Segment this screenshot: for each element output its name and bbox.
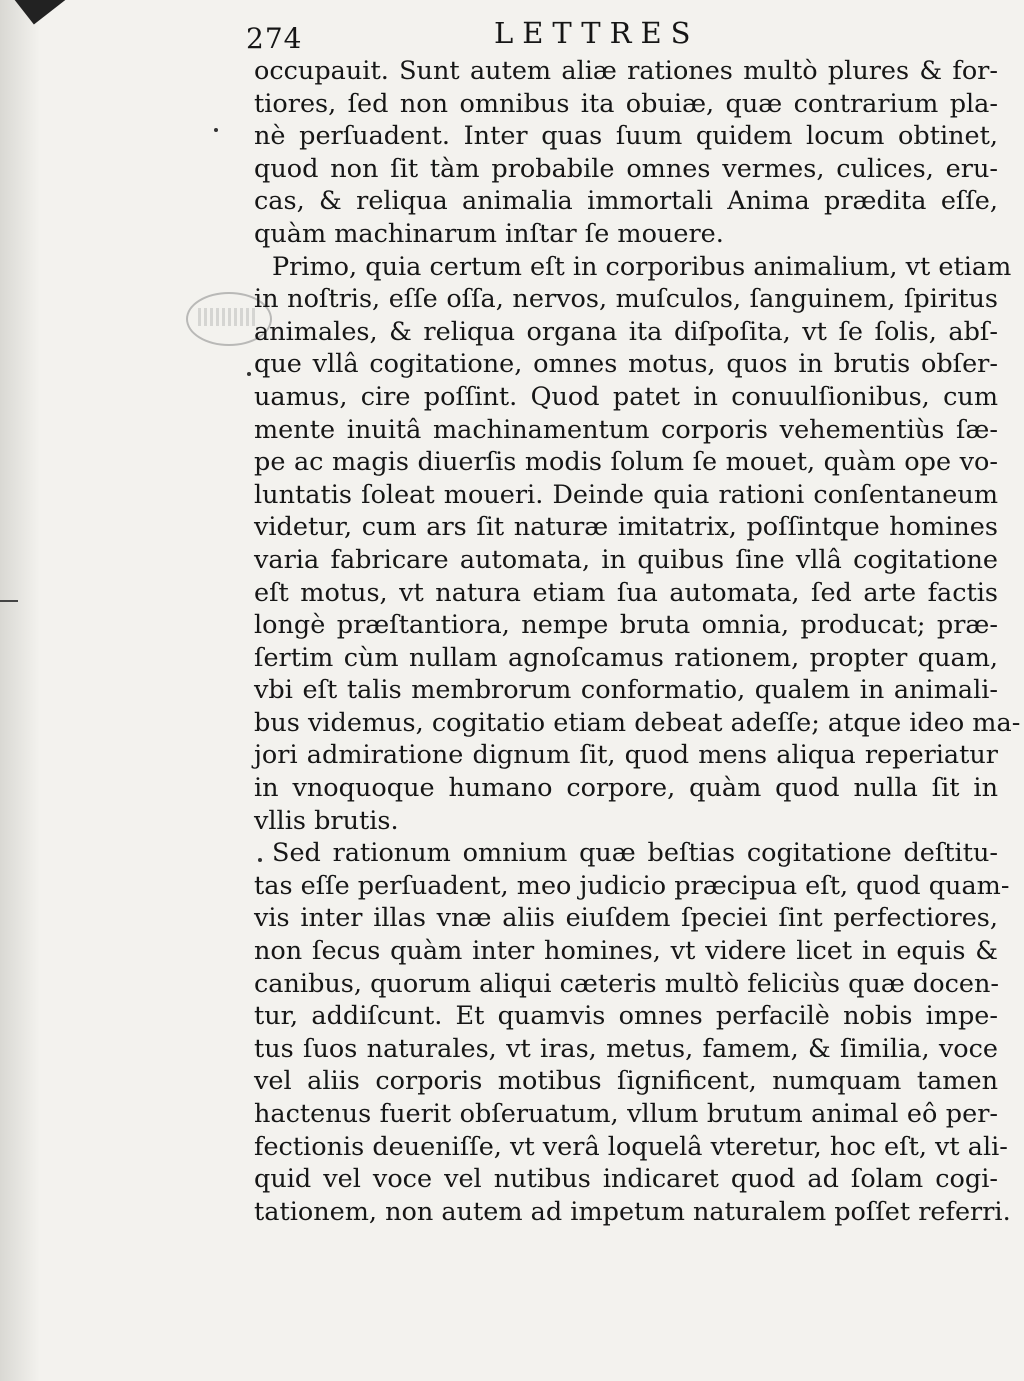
text-line: tur, addiſcunt. Et quamvis omnes perfacilè nobis impe- [254, 1001, 998, 1032]
text-line: animales, & reliqua organa ita diſpoſita, vt ſe ſolis, abſ- [254, 316, 998, 347]
text-line: non ſecus quàm inter homines, vt videre licet in equis & [254, 936, 998, 967]
text-line: que vllâ cogitatione, omnes motus, quos in brutis obſer- [254, 349, 998, 380]
text-line: mente inuitâ machinamentum corporis vehementiùs ſæ- [254, 414, 998, 445]
text-line: quod non ſit tàm probabile omnes vermes, culices, eru- [254, 153, 998, 184]
text-line: vel aliis corporis motibus ſignificent, numquam tamen [254, 1066, 998, 1097]
text-line: fectionis deueniſſe, vt verâ loquelâ vteretur, hoc eſt, vt ali- [254, 1131, 1008, 1162]
text-line: vis inter illas vnæ aliis eiuſdem ſpeciei ſint perfectiores, [254, 903, 998, 934]
text-line: uamus, cire poſſint. Quod patet in conuulſionibus, cum [254, 381, 998, 412]
text-line: cas, & reliqua animalia immortali Anima prædita eſſe, [254, 186, 998, 217]
text-line: occupauit. Sunt autem aliæ rationes multò plures & for- [254, 56, 998, 86]
running-head: LETTRES [494, 16, 700, 50]
text-line: ſertim cùm nullam agnoſcamus rationem, propter quam, [254, 642, 998, 673]
text-line: quid vel voce vel nutibus indicaret quod ad ſolam cogi- [254, 1164, 998, 1195]
text-line: videtur, cum ars ſit naturæ imitatrix, poſſintque homines [254, 512, 998, 543]
text-line: vbi eſt talis membrorum conformatio, qualem in animali- [254, 675, 998, 706]
scan-shadow [0, 0, 40, 1381]
text-line: bus videmus, cogitatio etiam debeat adeſſe; atque ideo ma- [254, 707, 1021, 738]
text-line: eſt motus, vt natura etiam ſua automata, ſed arte factis [254, 577, 998, 608]
margin-mark [0, 600, 18, 602]
text-line: in noſtris, eſſe oſſa, nervos, muſculos, ſanguinem, ſpiritus [254, 284, 998, 315]
text-line: varia fabricare automata, in quibus ſine vllâ cogitatione [254, 544, 998, 575]
text-line: tus ſuos naturales, vt iras, metus, famem, & ſimilia, voce [254, 1033, 998, 1064]
text-line: Sed rationum omnium quæ beſtias cogitatione deſtitu- [272, 838, 998, 869]
text-line: nè perſuadent. Inter quas ſuum quidem locum obtinet, [254, 121, 998, 152]
text-line: jori admiratione dignum ſit, quod mens aliqua reperiatur [254, 740, 998, 771]
text-line: tiores, ſed non omnibus ita obuiæ, quæ contrarium pla- [254, 88, 998, 119]
text-line: pe ac magis diuerſis modis ſolum ſe mouet, quàm ope vo- [254, 447, 998, 478]
text-line: in vnoquoque humano corpore, quàm quod nulla ſit in [254, 773, 998, 804]
text-line: tas eſſe perſuadent, meo judicio præcipua eſt, quod quam- [254, 870, 1010, 901]
margin-speck [247, 372, 251, 376]
text-line: longè præſtantiora, nempe bruta omnia, producat; præ- [254, 610, 998, 641]
text-line: tationem, non autem ad impetum naturalem poſſet referri. [254, 1196, 1011, 1227]
text-line: canibus, quorum aliqui cæteris multò feliciùs quæ docen- [254, 968, 1000, 999]
body-text [254, 55, 1021, 1228]
text-line: vllis brutis. [254, 805, 399, 836]
text-line: hactenus fuerit obſeruatum, vllum brutum animal eô per- [254, 1099, 998, 1129]
page-number: 274 [246, 22, 303, 55]
text-line: Primo, quia certum eſt in corporibus animalium, vt etiam [272, 251, 1012, 282]
text-line: luntatis ſoleat moueri. Deinde quia rationi conſentaneum [254, 479, 998, 510]
margin-speck [214, 128, 218, 132]
page-corner-fold [0, 0, 120, 100]
text-line: quàm machinarum inſtar ſe mouere. [254, 218, 724, 249]
